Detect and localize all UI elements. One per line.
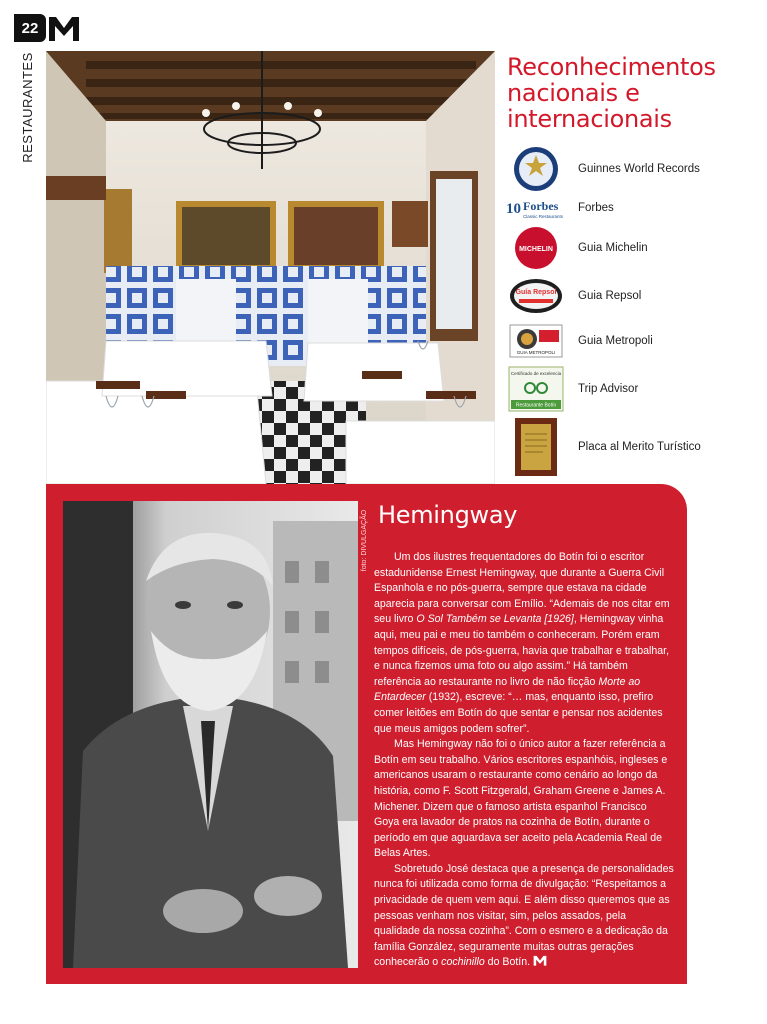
award-guinness: Guinnes World Records [506, 144, 756, 194]
tripadvisor-badge-bottom: Restaurante Botín [515, 402, 557, 409]
paragraph-3: Sobretudo José destaca que a presença de personalidades nunca foi utilizada como forma de divulgação: “Respeitamos a privacidade de quem vem aqui. E além disso queremos que as pessoas venham nos visitar, sim, pelos assados, pela qualidade da nossa cozinha”. Com o esmero e a dedicação da família González, seguramente muitas outras gerações conhecerão o cochinillo do Botín. [374, 862, 674, 969]
repsol-badge-text: Guía Repsol [515, 289, 557, 296]
feature-title: Hemingway [378, 501, 518, 529]
plaque-icon [506, 414, 566, 480]
hemingway-portrait-photo [63, 501, 358, 968]
forbes-badge-sub: Classic Restaurants [523, 214, 564, 219]
book-title: O Sol Também se Levanta [1926] [416, 613, 574, 626]
metropoli-icon [506, 316, 566, 366]
feature-article [374, 550, 674, 971]
forbes-badge-word: Forbes [523, 199, 559, 213]
award-plaque: Placa al Merito Turístico [506, 414, 756, 480]
tripadvisor-badge-top: Certificado de excelencia [510, 371, 562, 376]
award-forbes: 10 Forbes Classic Restaurants Forbes [506, 183, 756, 233]
section-label: RESTAURANTES [19, 51, 35, 163]
magazine-logo [48, 14, 80, 42]
page-number: 22 [14, 14, 46, 42]
award-repsol: Guía Repsol Guia Repsol [506, 271, 756, 321]
tripadvisor-icon [506, 364, 566, 414]
award-michelin: MICHELIN Guia Michelin [506, 223, 756, 273]
dish-name: cochinillo [441, 956, 485, 969]
awards-title: Reconhecimentos nacionais e internacionais [507, 53, 716, 133]
end-mark-icon [533, 955, 547, 966]
paragraph-2: Mas Hemingway não foi o único autor a fazer referência a Botín em seu trabalho. Vários escritores espanhóis, ingleses e americanos usaram o restaurante como cenário ao longo da história, como F. Scott Fitzgerald, Graham Greene e James A. Michener. Dizem que o famoso artista espanhol Francisco Goya era lavador de pratos na cozinha de Botín, durante o período em que aguardava ser aceito pela Academia Real de Belas Artes. [374, 738, 668, 860]
photo-credit: foto: DIVULGAÇÃO [361, 509, 369, 571]
michelin-badge-text: MICHELIN [519, 246, 553, 253]
forbes-badge-number: 10 [506, 201, 521, 217]
michelin-icon [506, 223, 566, 273]
paragraph-1: Um dos ilustres frequentadores do Botín foi o escritor estadunidense Ernest Hemingway, que durante a Guerra Civil Espanhola e no pós-guerra, sempre que estava na cidade aparecia para conversar com Emílio. “Ademais de nos citar em seu livro O Sol Também se Levanta [1926], Hemingway vinha aqui, meu pai e meu tio também o conheceram. Porém eram tempos difíceis, de pós-guerra, havia que trabalhar e trabalhar, e nunca fizemos uma foto ou algo assim.” Há também referência ao restaurante no livro de não ficção Morte ao Entardecer (1932), escreve: “… mas, enquanto isso, prefiro comer leitões em Botín do que sentar e pensar nos acidentes que meus amigos podem sofrer”. [374, 551, 670, 735]
metropoli-badge-text: GUIA METROPOLI [516, 350, 556, 355]
award-metropoli: GUIA METROPOLI Guia Metropoli [506, 316, 756, 366]
book-title: Morte ao Entardecer [374, 675, 641, 704]
repsol-icon [506, 271, 566, 321]
award-tripadvisor: Certificado de excelencia Restaurante Botín Trip Advisor [506, 364, 756, 414]
dining-room-photo [46, 51, 495, 484]
